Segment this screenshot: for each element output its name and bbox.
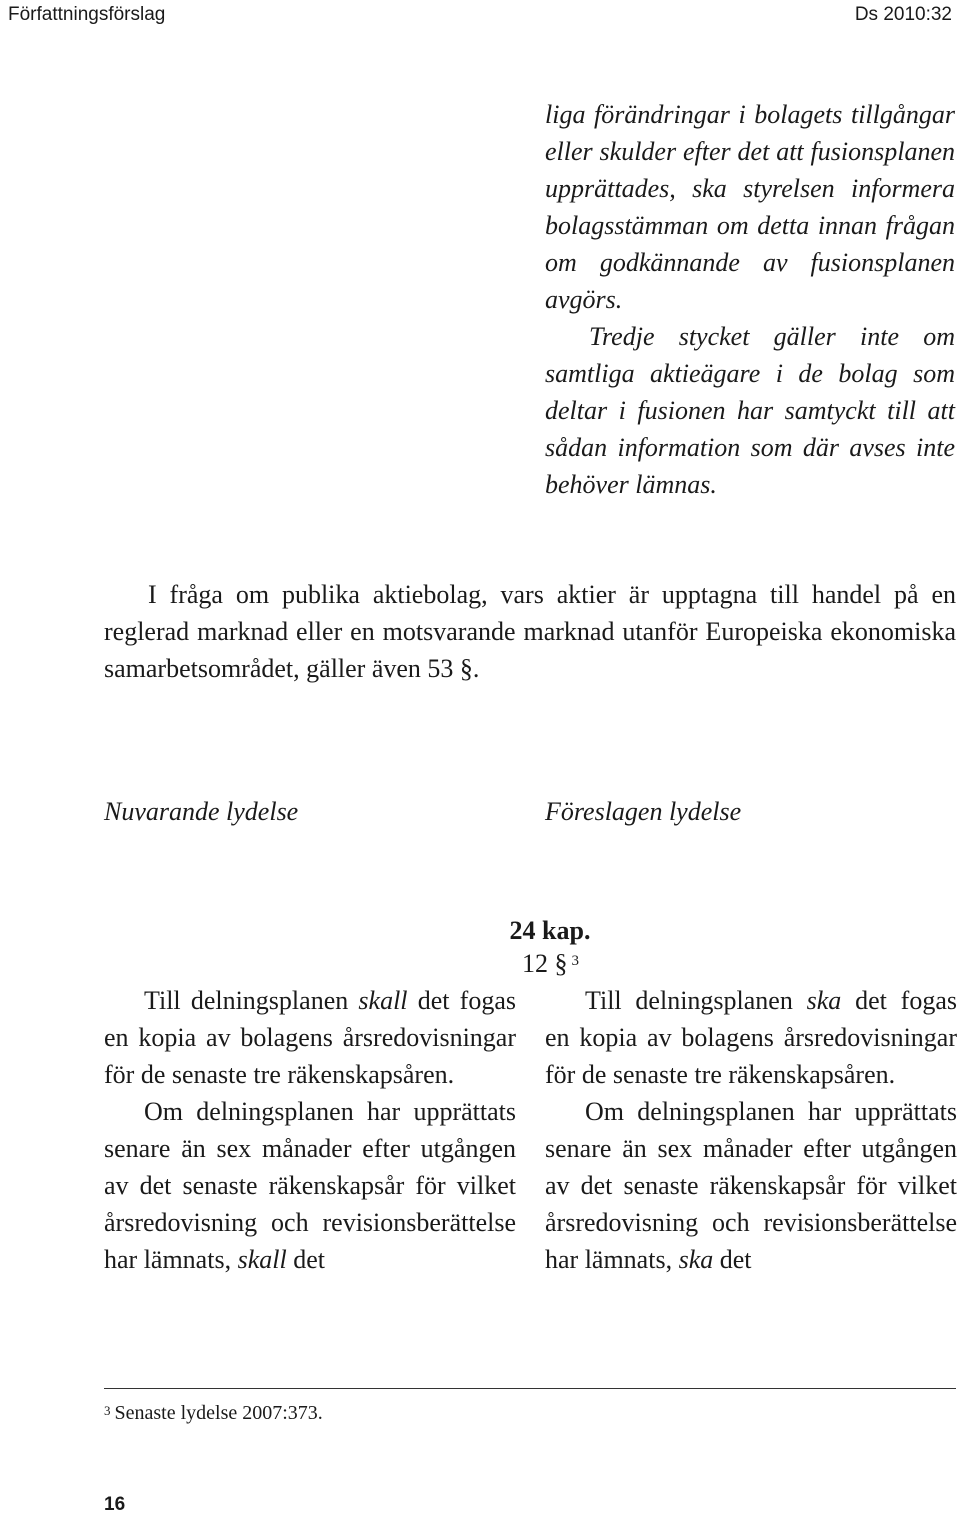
footnote-text: Senaste lydelse 2007:373. bbox=[114, 1402, 323, 1424]
footnote bbox=[104, 1399, 323, 1427]
current-paragraph-2: Om delningsplanen har upprättats senare än sex månader efter utgången av det senaste räkenskapsår för vilket årsredovisning och revisionsberättelse har lämnats, skall det bbox=[104, 1097, 516, 1274]
current-wording-column bbox=[104, 982, 516, 1278]
section-label: 12 § bbox=[522, 949, 568, 978]
chapter-heading: 24 kap. bbox=[509, 916, 591, 945]
header-document-id: Ds 2010:32 bbox=[854, 4, 952, 25]
proposed-text-continuation bbox=[545, 96, 955, 503]
header-document-type: Författningsförslag bbox=[8, 4, 166, 25]
current-emphasis-1: skall bbox=[358, 986, 408, 1015]
running-header bbox=[0, 0, 960, 30]
footnote-divider bbox=[104, 1388, 956, 1389]
third-paragraph-exception: Tredje stycket gäller inte om samtliga aktieägare i de bolag som deltar i fusionen har samtyckt till att sådan information som där avses inte behöver lämnas. bbox=[545, 322, 955, 499]
continued-paragraph: liga förändringar i bolagets tillgångar eller skulder efter det att fusionsplanen upprättades, ska styrelsen informera bolagsstämman om detta innan frågan om godkännande av fusionsplanen avgörs. bbox=[545, 100, 955, 314]
proposed-emphasis-1: ska bbox=[806, 986, 842, 1015]
current-emphasis-2: skall bbox=[237, 1245, 287, 1274]
footnote-number: 3 bbox=[104, 1403, 111, 1418]
page-number: 16 bbox=[104, 1494, 126, 1515]
proposed-wording-column bbox=[545, 982, 957, 1278]
proposed-wording-heading: Föreslagen lydelse bbox=[545, 797, 742, 826]
proposed-paragraph-1: Till delningsplanen ska det fogas en kopia av bolagens årsredovisningar för de senaste tre räkenskapsåren. bbox=[545, 986, 957, 1089]
proposed-emphasis-2: ska bbox=[678, 1245, 714, 1274]
current-wording-heading: Nuvarande lydelse bbox=[104, 797, 299, 826]
public-company-paragraph: I fråga om publika aktiebolag, vars aktier är upptagna till handel på en reglerad marknad eller en motsvarande marknad utanför Europeiska ekonomiska samarbetsområdet, gäller även 53 §. bbox=[104, 580, 956, 683]
footnote-reference: 3 bbox=[571, 953, 579, 969]
proposed-paragraph-2: Om delningsplanen har upprättats senare än sex månader efter utgången av det senaste räkenskapsår för vilket årsredovisning och revisionsberättelse har lämnats, ska det bbox=[545, 1097, 957, 1274]
current-paragraph-1: Till delningsplanen skall det fogas en kopia av bolagens årsredovisningar för de senaste tre räkenskapsåren. bbox=[104, 986, 516, 1089]
section-heading bbox=[522, 945, 579, 982]
